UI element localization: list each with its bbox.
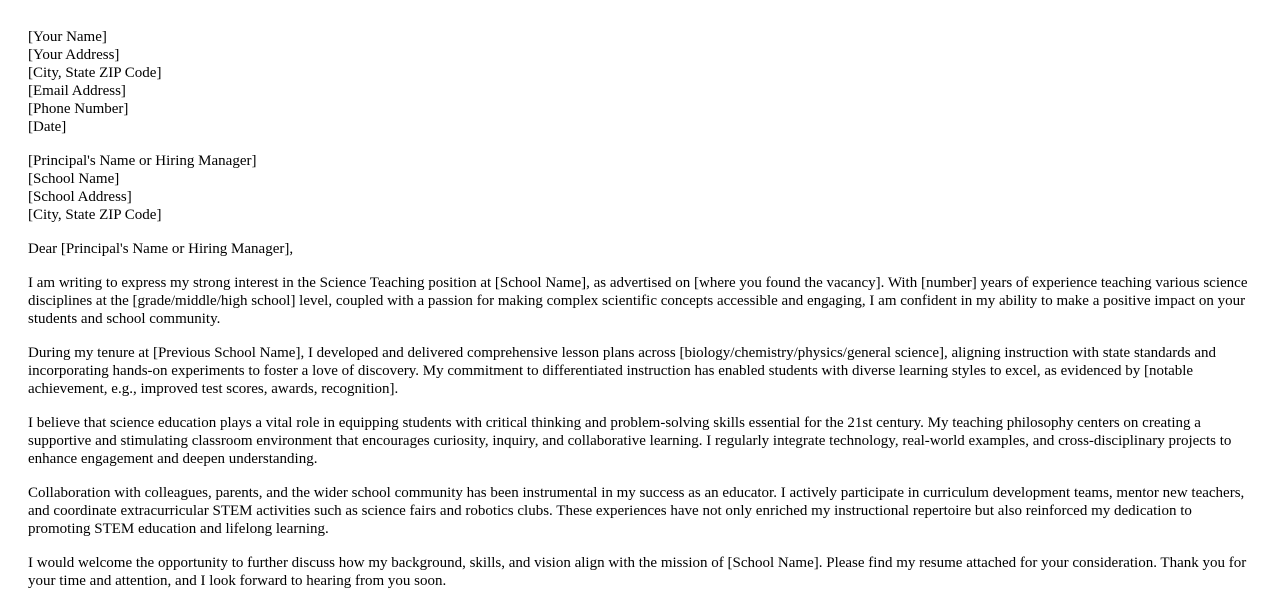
sender-email: [Email Address] xyxy=(28,83,126,99)
recipient-name: [Principal's Name or Hiring Manager] xyxy=(28,153,257,169)
letter-date: [Date] xyxy=(28,119,67,135)
sender-address: [Your Address] xyxy=(28,47,120,63)
recipient-school-name: [School Name] xyxy=(28,171,120,187)
cover-letter xyxy=(28,28,1256,606)
sender-city-state-zip: [City, State ZIP Code] xyxy=(28,65,162,81)
body-paragraph-closing: I would welcome the opportunity to further discuss how my background, skills, and vision align with the mission of [School Name]. Please find my resume attached for your consideration. Thank you for your time and attention, and I look forward to hearing from you soon. xyxy=(28,555,1247,589)
recipient-address-block xyxy=(28,152,1256,224)
body-paragraph-philosophy: I believe that science education plays a vital role in equipping students with critical thinking and problem-solving skills essential for the 21st century. My teaching philosophy centers on creating a supportive and stimulating classroom environment that encourages curiosity, inquiry, and collaborative learning. I regularly integrate technology, real-world examples, and cross-disciplinary projects to enhance engagement and deepen understanding. xyxy=(28,415,1232,467)
sender-address-block xyxy=(28,28,1256,136)
body-paragraph-intro: I am writing to express my strong interest in the Science Teaching position at [School Name], as advertised on [where you found the vacancy]. With [number] years of experience teaching various science disciplines at the [grade/middle/high school] level, coupled with a passion for making complex scientific concepts accessible and engaging, I am confident in my ability to make a positive impact on your students and school community. xyxy=(28,275,1248,327)
sender-name: [Your Name] xyxy=(28,29,107,45)
sender-phone: [Phone Number] xyxy=(28,101,129,117)
body-paragraph-experience: During my tenure at [Previous School Name], I developed and delivered comprehensive lesson plans across [biology/chemistry/physics/general science], aligning instruction with state standards and incorporating hands-on experiments to foster a love of discovery. My commitment to differentiated instruction has enabled students with diverse learning styles to excel, as evidenced by [notable achievement, e.g., improved test scores, awards, recognition]. xyxy=(28,345,1217,397)
recipient-city-state-zip: [City, State ZIP Code] xyxy=(28,207,162,223)
salutation: Dear [Principal's Name or Hiring Manager], xyxy=(28,241,294,257)
recipient-school-address: [School Address] xyxy=(28,189,132,205)
body-paragraph-collaboration: Collaboration with colleagues, parents, and the wider school community has been instrumental in my success as an educator. I actively participate in curriculum development teams, mentor new teachers, and coordinate extracurricular STEM activities such as science fairs and robotics clubs. These experiences have not only enriched my instructional repertoire but also reinforced my dedication to promoting STEM education and lifelong learning. xyxy=(28,485,1245,537)
